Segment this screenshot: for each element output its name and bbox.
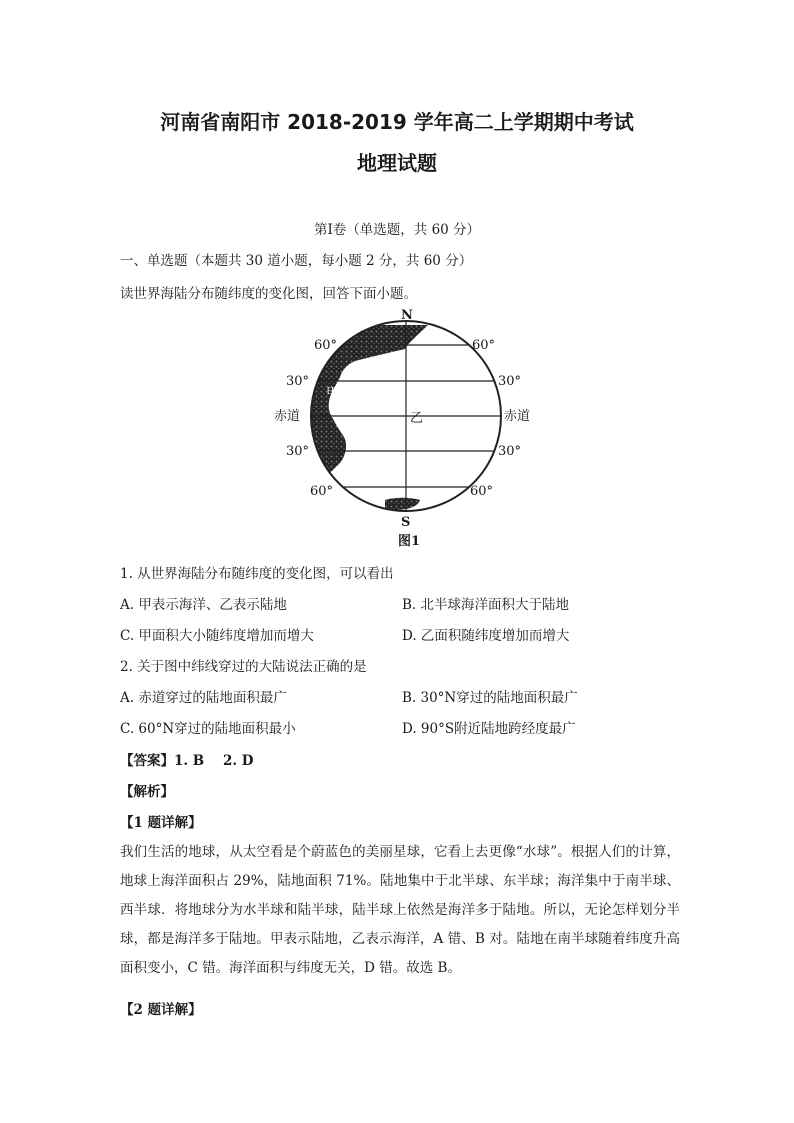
q1-detail-text: 我们生活的地球，从太空看是个蔚蓝色的美丽星球，它看上去更像“水球”。根据人们的计算，地球上海洋面积占 29%，陆地面积 71%。陆地集中于北半球、东半球；海洋集中于南半球、西半球．将地球分为水半球和陆半球，陆半球上依然是海洋多于陆地。所以，无论怎样划分半球，都是海洋多于陆地。甲表示陆地，乙表示海洋，A 错、B 对。陆地在南半球随着纬度升高面积变小，C 错。海洋面积与纬度无关，D 错。故选 B。 (120, 844, 680, 976)
south-label: S (401, 515, 411, 530)
equator-left: 赤道 (274, 409, 301, 424)
figure-caption: 图1 (398, 534, 421, 549)
lat-30n-right: 30° (498, 374, 522, 389)
equator-right: 赤道 (504, 409, 531, 424)
answer-line: 【答案】1. B 2. D (120, 753, 254, 769)
lat-30s-right: 30° (498, 444, 522, 459)
land-sea-figure (260, 305, 540, 550)
question-1-option-c: C. 甲面积大小随纬度增加而增大 (120, 628, 314, 644)
lat-60s-right: 60° (470, 484, 494, 499)
question-2-stem: 2. 关于图中纬线穿过的大陆说法正确的是 (120, 659, 367, 675)
q1-detail-heading: 【1 题详解】 (120, 815, 202, 831)
question-2-option-b: B. 30°N穿过的陆地面积最广 (402, 690, 578, 706)
lat-60s-left: 60° (310, 484, 334, 499)
label-yi: 乙 (410, 411, 424, 426)
question-2-option-d: D. 90°S附近陆地跨经度最广 (402, 721, 576, 737)
lat-30s-left: 30° (286, 444, 310, 459)
question-intro: 读世界海陆分布随纬度的变化图，回答下面小题。 (120, 286, 417, 302)
exam-subtitle: 地理试题 (357, 151, 437, 175)
question-1-option-a: A. 甲表示海洋、乙表示陆地 (120, 597, 287, 613)
q2-detail-heading: 【2 题详解】 (120, 1002, 202, 1018)
question-2-option-c: C. 60°N穿过的陆地面积最小 (120, 721, 296, 737)
north-label: N (401, 308, 413, 323)
exam-title: 河南省南阳市 2018-2019 学年高二上学期期中考试 (160, 110, 634, 134)
analysis-heading: 【解析】 (120, 784, 174, 800)
label-jia: 甲 (326, 386, 340, 401)
part-heading: 第Ⅰ卷（单选题，共 60 分） (313, 222, 481, 238)
question-2-option-a: A. 赤道穿过的陆地面积最广 (120, 690, 287, 706)
lat-60n-left: 60° (314, 338, 338, 353)
lat-60n-right: 60° (472, 338, 496, 353)
section-heading: 一、单选题（本题共 30 道小题，每小题 2 分，共 60 分） (120, 253, 473, 269)
question-1-option-d: D. 乙面积随纬度增加而增大 (402, 628, 570, 644)
lat-30n-left: 30° (286, 374, 310, 389)
question-1-stem: 1. 从世界海陆分布随纬度的变化图，可以看出 (120, 566, 394, 582)
question-1-option-b: B. 北半球海洋面积大于陆地 (402, 597, 570, 613)
